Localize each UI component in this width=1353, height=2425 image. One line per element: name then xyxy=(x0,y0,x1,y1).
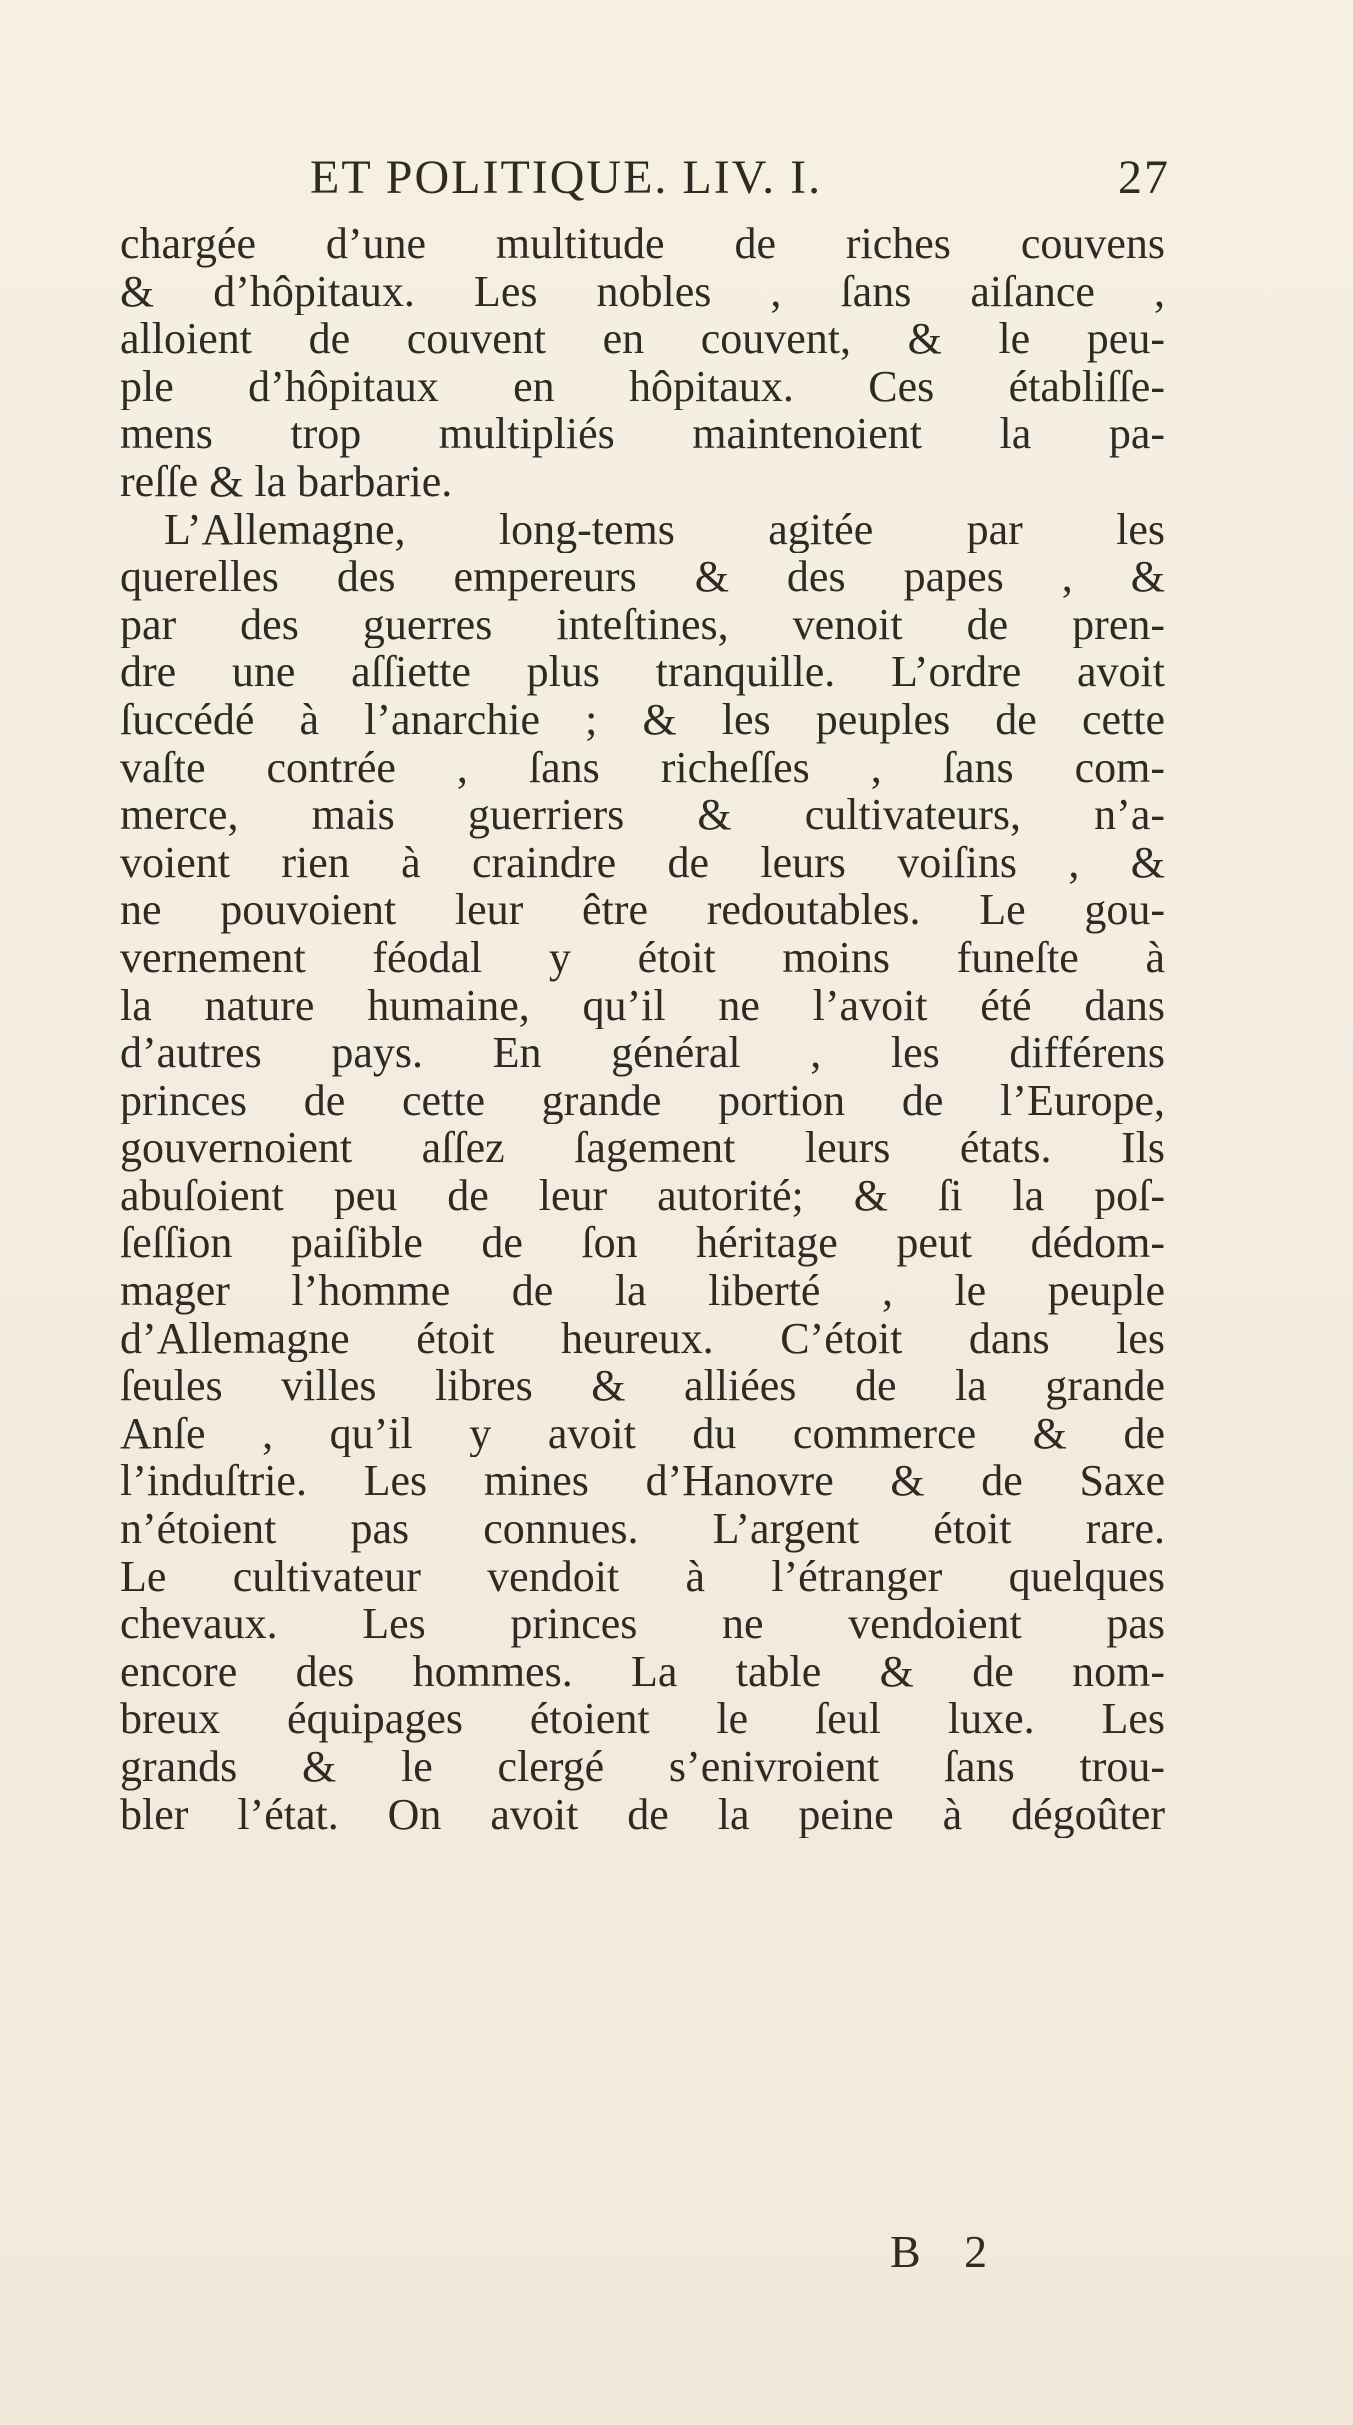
text-line: voient rien à craindre de leurs voiſins , & xyxy=(120,838,1165,887)
text-line: chevaux. Les princes ne vendoient pas xyxy=(120,1600,1165,1648)
text-line: ple d’hôpitaux en hôpitaux. Ces établiſſe- xyxy=(120,362,1165,411)
text-line: alloient de couvent en couvent, & le peu- xyxy=(120,315,1165,363)
signature-mark: B 2 xyxy=(890,2226,1004,2277)
page-header xyxy=(310,150,1170,210)
text-line: chargée d’une multitude de riches couvens xyxy=(120,220,1165,268)
text-line: Le cultivateur vendoit à l’étranger quelques xyxy=(120,1552,1165,1601)
running-title: ET POLITIQUE. LIV. I. xyxy=(310,151,823,204)
text-line: encore des hommes. La table & de nom- xyxy=(120,1647,1165,1696)
text-line: breux équipages étoient le ſeul luxe. Les xyxy=(120,1695,1165,1743)
text-line: vernement féodal y étoit moins funeſte à xyxy=(120,933,1165,982)
text-line: princes de cette grande portion de l’Europe, xyxy=(120,1076,1165,1125)
text-line: grands & le clergé s’enivroient ſans trou- xyxy=(120,1743,1165,1791)
text-line: merce, mais guerriers & cultivateurs, n’a- xyxy=(120,791,1165,839)
text-line: Anſe , qu’il y avoit du commerce & de xyxy=(120,1409,1165,1458)
text-line: querelles des empereurs & des papes , & xyxy=(120,553,1165,601)
text-line: bler l’état. On avoit de la peine à dégoûter xyxy=(120,1790,1165,1839)
text-line: reſſe & la barbarie. xyxy=(120,457,453,506)
text-line: mager l’homme de la liberté , le peuple xyxy=(120,1267,1165,1315)
text-line: mens trop multipliés maintenoient la pa- xyxy=(120,410,1165,458)
text-line: L’Allemagne, long-tems agitée par les xyxy=(164,505,1165,554)
text-line: d’autres pays. En général , les différens xyxy=(120,1029,1165,1077)
text-line: d’Allemagne étoit heureux. C’étoit dans les xyxy=(120,1314,1165,1363)
text-line: ſeules villes libres & alliées de la grande xyxy=(120,1362,1165,1410)
text-line: la nature humaine, qu’il ne l’avoit été dans xyxy=(120,981,1165,1030)
text-line: abuſoient peu de leur autorité; & ſi la poſ- xyxy=(120,1171,1165,1220)
text-line: par des guerres inteſtines, venoit de pren- xyxy=(120,600,1165,649)
text-line: vaſte contrée , ſans richeſſes , ſans com- xyxy=(120,743,1165,792)
text-line: ne pouvoient leur être redoutables. Le gou- xyxy=(120,886,1165,934)
text-line: ſeſſion paiſible de ſon héritage peut dédom- xyxy=(120,1219,1165,1268)
text-line: gouvernoient aſſez ſagement leurs états. Ils xyxy=(120,1124,1165,1172)
page-number: 27 xyxy=(1118,151,1170,204)
text-line: l’induſtrie. Les mines d’Hanovre & de Saxe xyxy=(120,1457,1165,1506)
text-line: n’étoient pas connues. L’argent étoit rare. xyxy=(120,1505,1165,1553)
text-line: ſuccédé à l’anarchie ; & les peuples de cette xyxy=(120,695,1165,744)
text-line: & d’hôpitaux. Les nobles , ſans aiſance , xyxy=(120,267,1165,316)
text-line: dre une aſſiette plus tranquille. L’ordre avoit xyxy=(120,648,1165,696)
body-text xyxy=(120,220,1165,1838)
